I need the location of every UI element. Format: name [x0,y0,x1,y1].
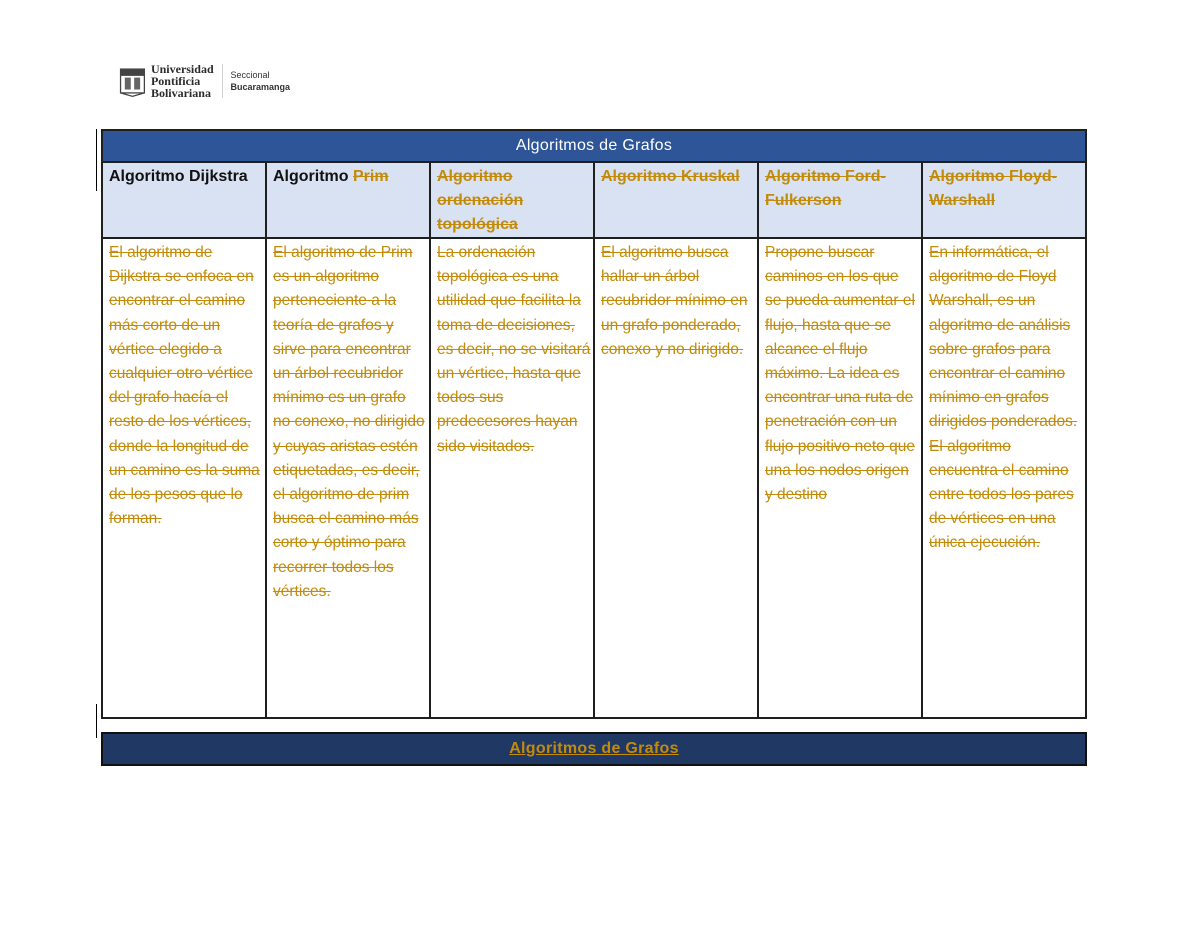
header-floyd-warshall [922,162,1086,238]
logo-line1: Universidad [150,62,214,76]
desc-dijkstra: El algoritmo de Dijkstra se enfoca en encontrar el camino más corto de un vértice elegido a cualquier otro vértice del grafo hacía el resto de los vértices, donde la longitud de un camino es la suma de los pesos que lo forman. [102,238,266,718]
algorithms-table [101,129,1087,719]
header-ford-fulkerson [758,162,922,238]
header-kruskal-text: Algoritmo Kruskal [601,168,740,185]
desc-ford-fulkerson: Propone buscar caminos en los que se pueda aumentar el flujo, hasta que se alcance el flujo máximo. La idea es encontrar una ruta de penetración con un flujo positivo neto que una los nodos origen y destino [758,238,922,718]
university-name [151,63,214,99]
desc-prim: El algoritmo de Prim es un algoritmo perteneciente a la teoría de grafos y sirve para encontrar un árbol recubridor mínimo es un grafo no conexo, no dirigido y cuyas aristas estén etiquetadas, es decir, el algoritmo de prim busca el camino más corto y óptimo para recorrer todos los vértices. [266,238,430,718]
header-prim-text: Algoritmo [273,168,353,185]
header-dijkstra [102,162,266,238]
desc-topological: La ordenación topológica es una utilidad que facilita la toma de decisiones, es decir, no se visitará un vértice, hasta que todos sus predecesores hayan sido visitados. [430,238,594,718]
table-title: Algoritmos de Grafos [102,130,1086,162]
seccional-label [230,69,290,93]
header-kruskal [594,162,758,238]
header-prim-gold-text: Prim [353,168,389,185]
header-floyd-warshall-text: Algoritmo Floyd-Warshall [929,168,1057,209]
logo-divider [222,64,223,98]
footer-title-bar [101,732,1087,766]
header-row [102,162,1086,238]
crest-icon [118,63,147,99]
city-text: Bucaramanga [230,82,290,92]
header-dijkstra-text: Algoritmo Dijkstra [109,168,248,185]
margin-marker [96,704,97,738]
logo-line3: Bolivariana [150,86,211,100]
header-topological [430,162,594,238]
desc-floyd-warshall: En informática, el algoritmo de Floyd Warshall, es un algoritmo de análisis sobre grafos para encontrar el camino mínimo en grafos dirigidos ponderados. El algoritmo encuentra el camino entre todos los pares de vértices en una única ejecución. [922,238,1086,718]
desc-kruskal: El algoritmo busca hallar un árbol recubridor mínimo en un grafo ponderado, conexo y no dirigido. [594,238,758,718]
seccional-text: Seccional [230,70,270,80]
footer-title-link[interactable]: Algoritmos de Grafos [509,740,679,757]
logo-line2: Pontificia [150,74,201,88]
header-ford-fulkerson-text: Algoritmo Ford-Fulkerson [765,168,886,209]
header-prim [266,162,430,238]
header-topological-text: Algoritmo ordenación topológica [437,168,524,233]
university-logo [118,60,290,102]
margin-marker [96,129,97,191]
description-row [102,238,1086,718]
